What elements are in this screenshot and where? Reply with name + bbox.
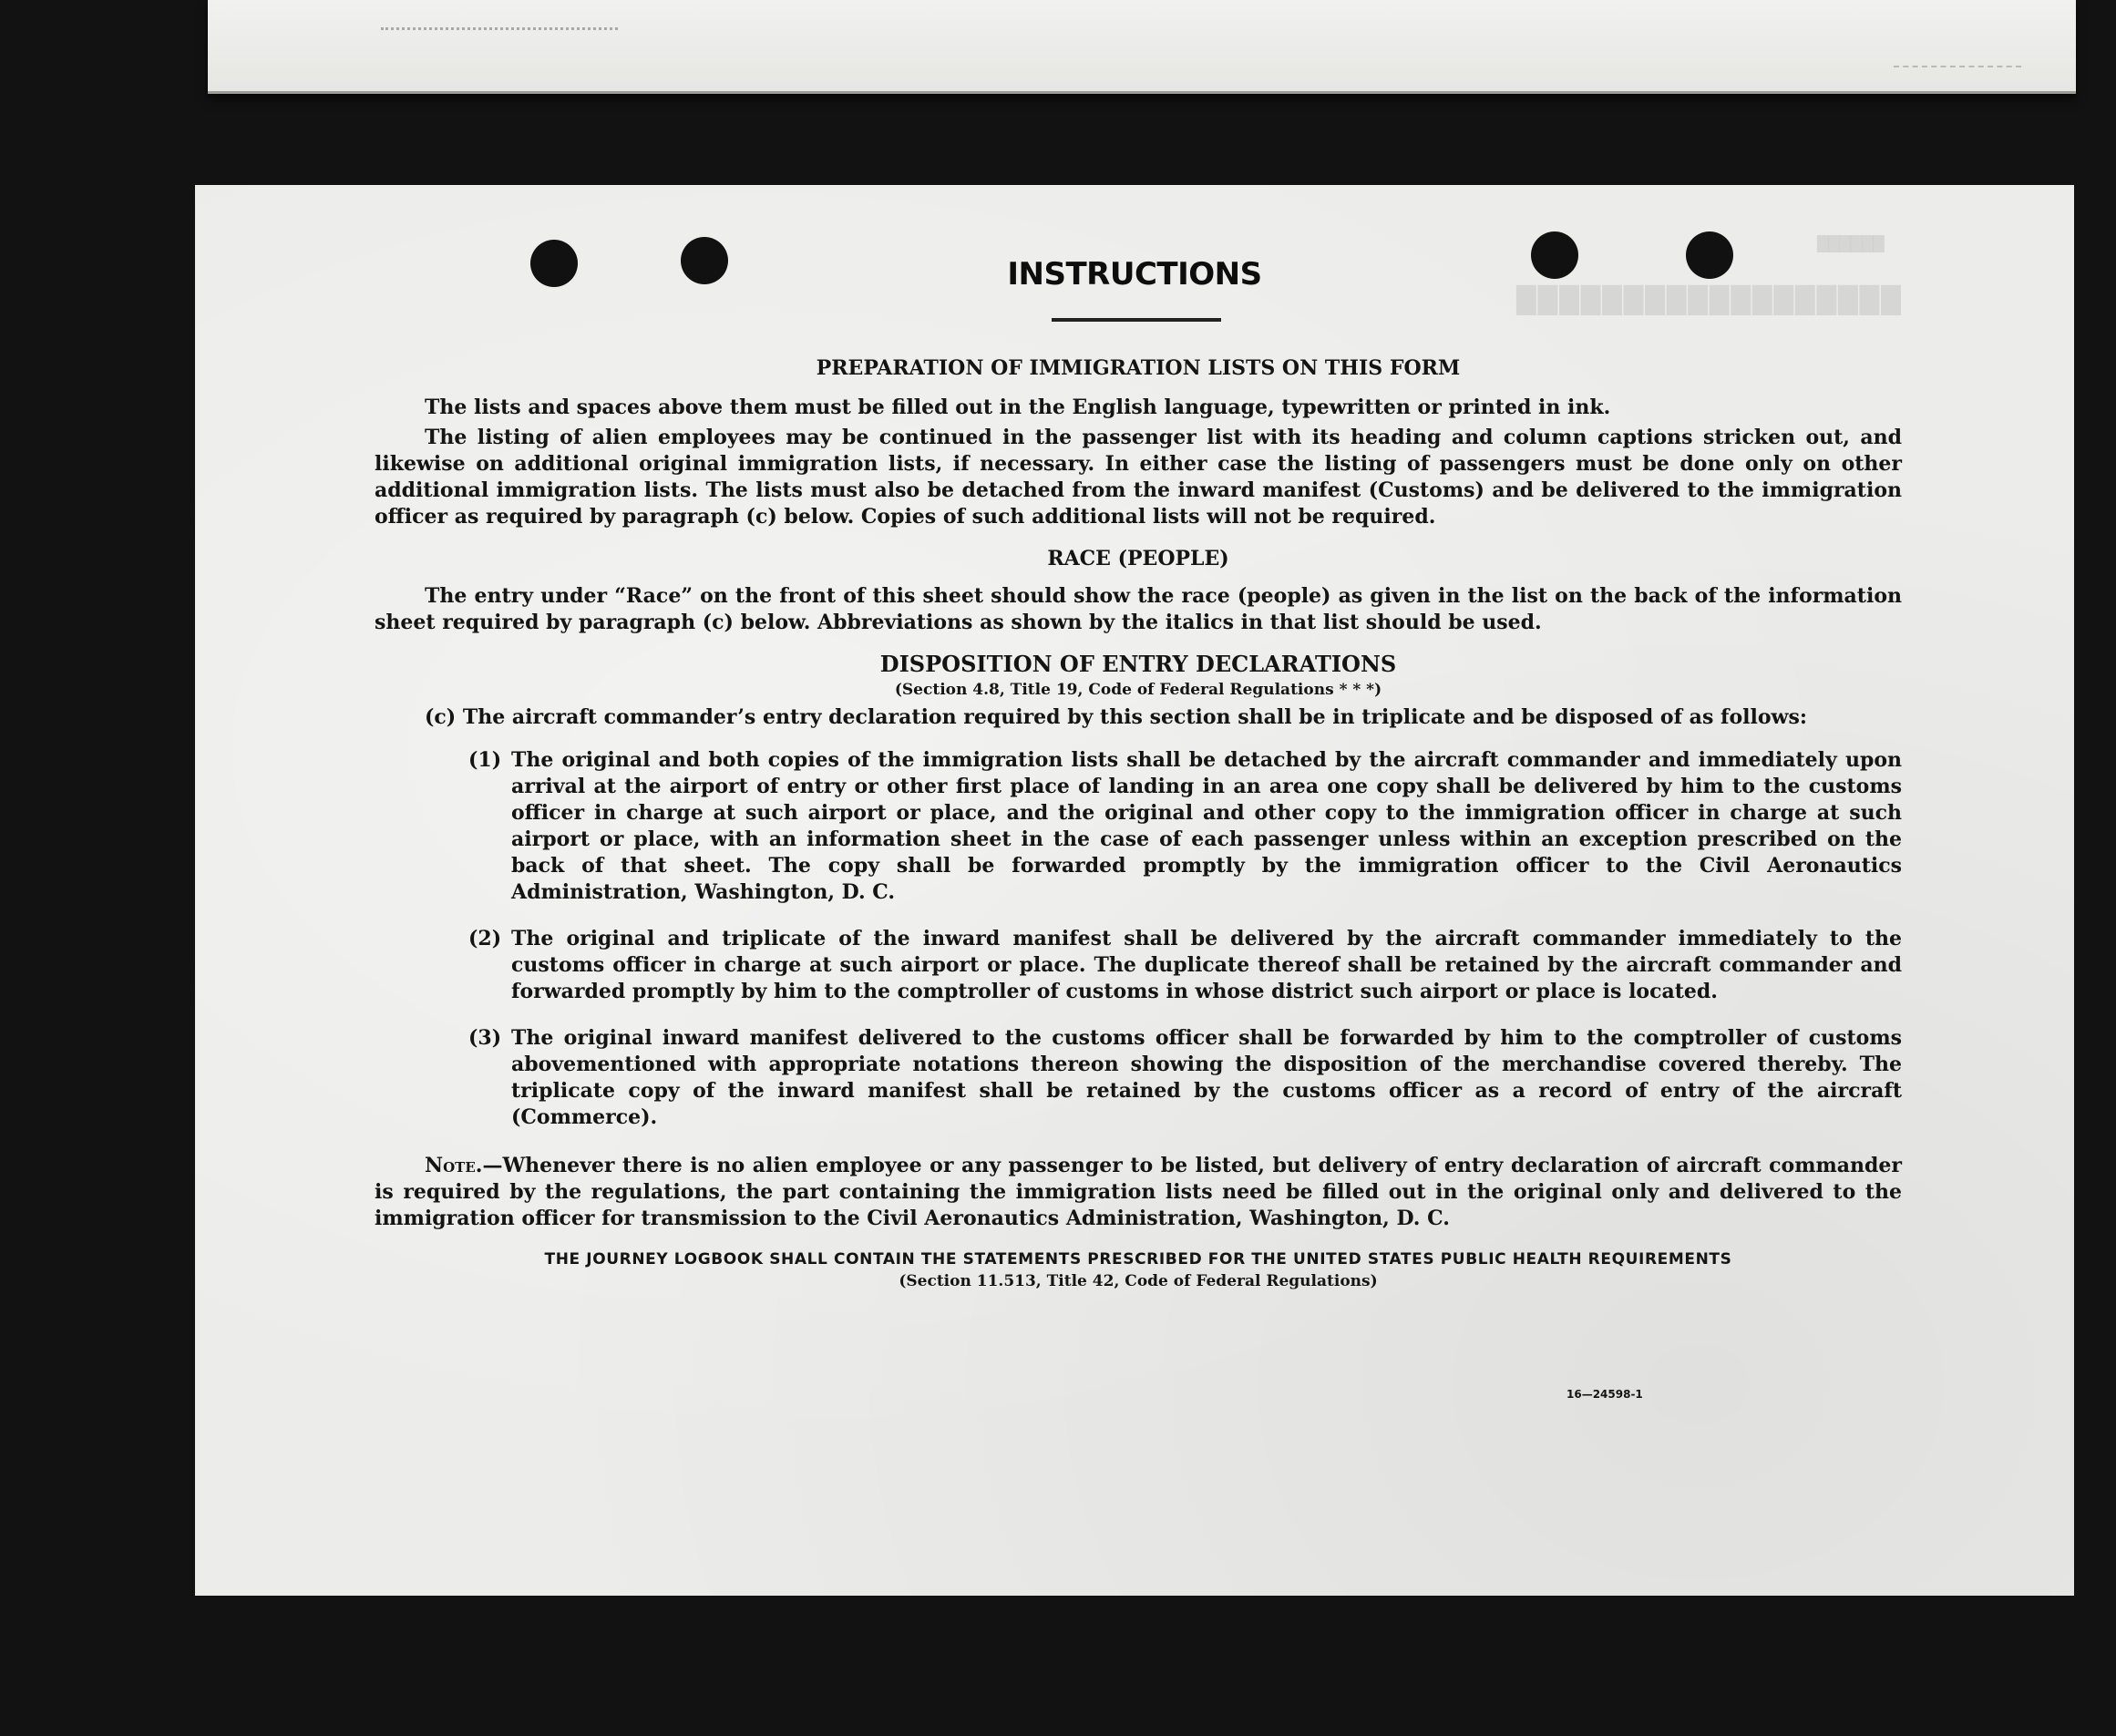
note-text: —Whenever there is no alien employee or any passenger to be listed, but delivery of entry declaration of aircraft commander is required by the regulations, the part containing the immigration lists need be filled out in the original only and delivered to the immigration officer for transmission to the Civil Aeronautics Administration, Washington, D. C.: [375, 1154, 1902, 1230]
logbook-citation: (Section 11.513, Title 42, Code of Federal Regulations): [899, 1272, 1378, 1290]
previous-page-edge: [208, 0, 2076, 94]
preparation-heading: PREPARATION OF IMMIGRATION LISTS ON THIS FORM: [816, 356, 1461, 380]
page-title: INSTRUCTIONS: [1007, 256, 1262, 293]
disposition-citation: (Section 4.8, Title 19, Code of Federal Regulations * * *): [894, 681, 1382, 699]
disposition-heading: DISPOSITION OF ENTRY DECLARATIONS: [879, 651, 1397, 677]
item-number: (2): [468, 927, 502, 950]
bleed-through-text: ██████████████████: [1516, 285, 1903, 315]
handwriting-mark: [381, 4, 618, 30]
bleed-through-text: ██████: [1817, 235, 1885, 252]
disposition-item: [468, 1025, 1902, 1131]
note-paragraph: [375, 1153, 1902, 1232]
item-number: (1): [468, 748, 502, 772]
item-text: The original inward manifest delivered to the customs officer shall be forwarded by him to the comptroller of customs abovementioned with appropriate notations thereon showing the disposition of the merchandise covered thereby. The triplicate copy of the inward manifest shall be retained by the customs officer as a record of entry of the aircraft (Commerce).: [511, 1026, 1902, 1129]
disposition-intro: (c) The aircraft commander’s entry declaration required by this section shall be in triplicate and be disposed of as follows:: [425, 705, 1807, 729]
form-number: 16—24598-1: [1566, 1388, 1643, 1401]
race-paragraph: The entry under “Race” on the front of this sheet should show the race (people) as given in the list on the back of the information sheet required by paragraph (c) below. Abbreviations as shown by the italics in that list should be used.: [375, 584, 1902, 634]
item-number: (3): [468, 1026, 502, 1050]
disposition-item: [468, 926, 1902, 1005]
race-heading: RACE (PEOPLE): [1047, 547, 1229, 570]
instructions-body: [375, 349, 1902, 1290]
preparation-paragraph-1: The lists and spaces above them must be filled out in the English language, typewritten or printed in ink.: [425, 395, 1611, 419]
title-underline: [1052, 318, 1221, 322]
item-text: The original and both copies of the immigration lists shall be detached by the aircraft commander and immediately upon arrival at the airport of entry or other first place of landing in an area one copy shall be delivered by him to the customs officer in charge at such airport or place, and the original and other copy to the immigration officer in charge at such airport or place, with an information sheet in the case of each passenger unless within an exception prescribed on the back of that sheet. The copy shall be forwarded promptly by the immigration officer to the Civil Aeronautics Administration, Washington, D. C.: [511, 748, 1902, 904]
preparation-paragraph-2: The listing of alien employees may be continued in the passenger list with its heading and column captions stricken out, and likewise on additional original immigration lists, if necessary. In either case the listing of passengers must be done only on other additional immigration lists. The lists must also be detached from the inward manifest (Customs) and be delivered to the immigration officer as required by paragraph (c) below. Copies of such additional lists will not be required.: [375, 426, 1902, 529]
note-label: Note.: [425, 1154, 483, 1177]
logbook-statement: THE JOURNEY LOGBOOK SHALL CONTAIN THE STATEMENTS PRESCRIBED FOR THE UNITED STATES PUBLIC HEALTH REQUIREMENTS: [544, 1250, 1732, 1269]
instructions-sheet: [195, 185, 2074, 1596]
disposition-item: [468, 747, 1902, 906]
item-text: The original and triplicate of the inward manifest shall be delivered by the aircraft commander immediately to the customs officer in charge at such airport or place. The duplicate thereof shall be retained by the aircraft commander and forwarded promptly by him to the comptroller of customs in whose district such airport or place is located.: [511, 927, 1902, 1003]
strip-marks: [1894, 66, 2021, 73]
